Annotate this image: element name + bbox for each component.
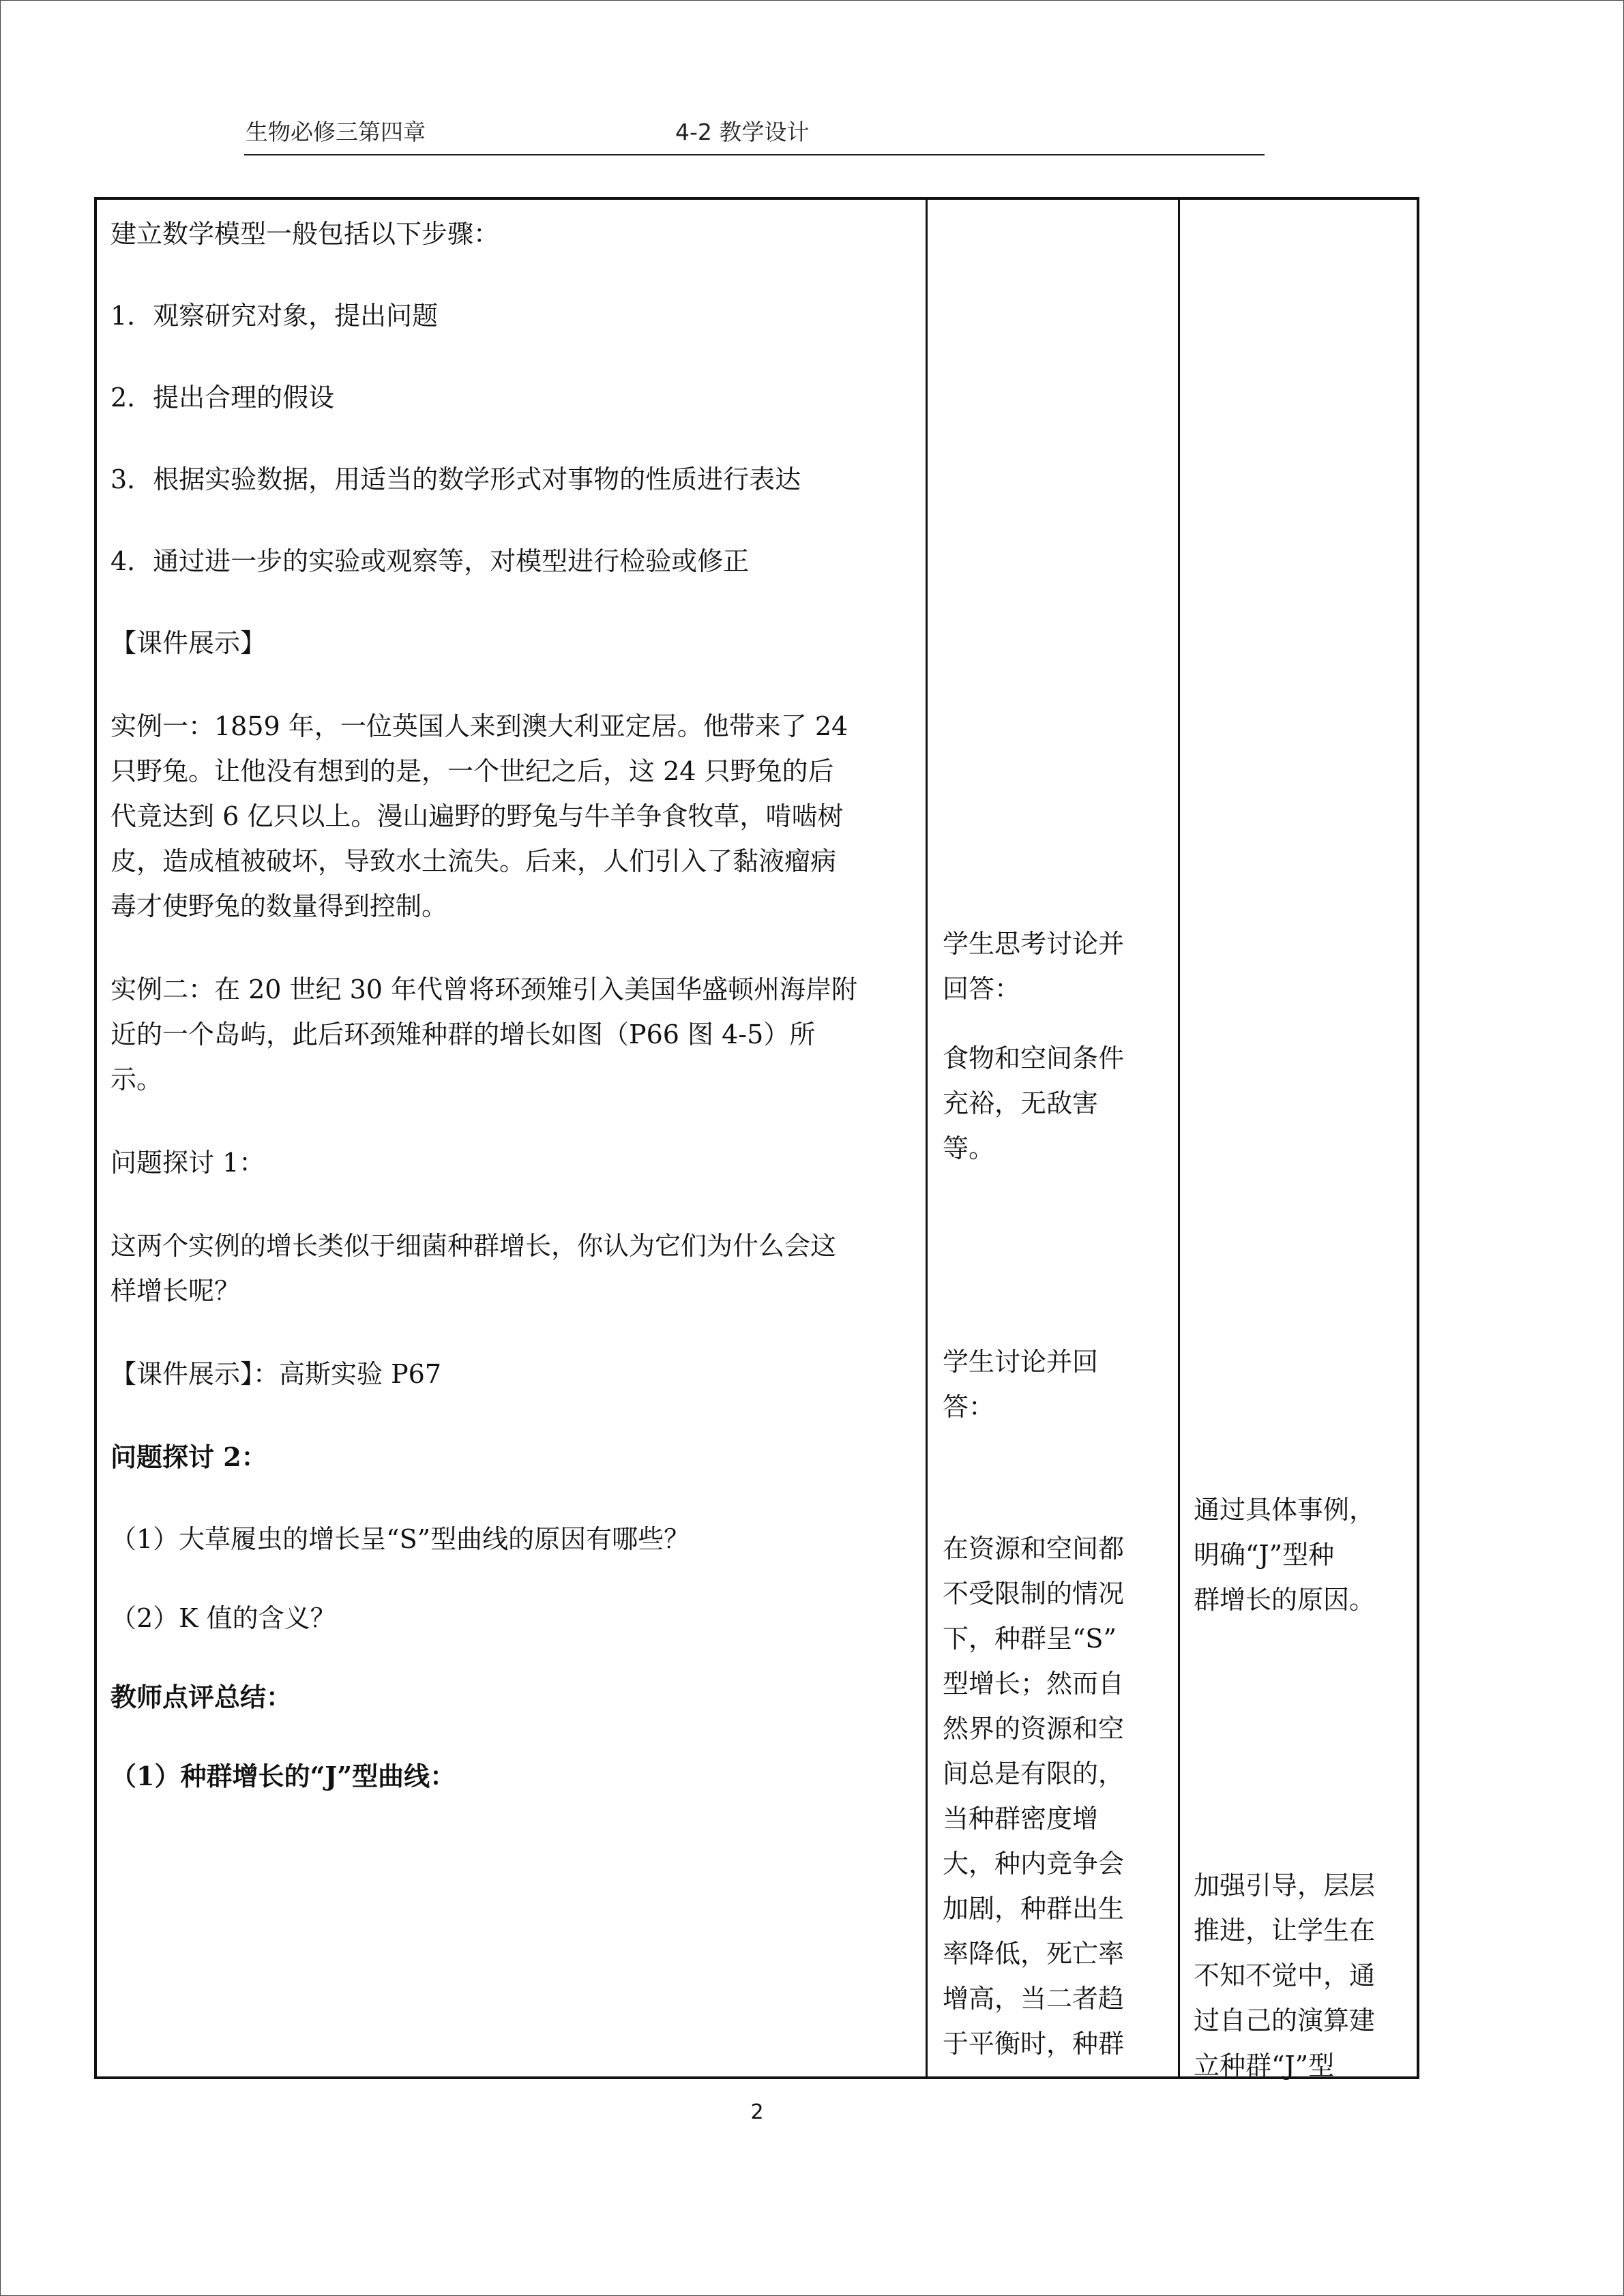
text-line: 食物和空间条件 — [943, 1043, 1125, 1073]
text-line: （2）K 值的含义？ — [110, 1603, 336, 1633]
text-line: 1．观察研究对象，提出问题 — [110, 301, 439, 331]
student-activity-block-2 — [943, 1036, 1147, 1171]
text-line: 通过具体事例， — [1194, 1495, 1376, 1525]
text-line: 加剧，种群出生 — [943, 1894, 1125, 1924]
text-line: 答： — [943, 1392, 995, 1422]
design-intent-block-1 — [1194, 1487, 1405, 1622]
text-line: 示。 — [110, 1064, 163, 1094]
text-line: 学生思考讨论并 — [943, 929, 1125, 959]
text-line: 然界的资源和空 — [943, 1714, 1125, 1744]
text-line: 加强引导，层层 — [1194, 1870, 1376, 1900]
text-line: 【课件展示】 — [110, 628, 267, 658]
text-line: 等。 — [943, 1133, 995, 1163]
column-divider-2 — [1178, 197, 1180, 2079]
text-line: （1）大草履虫的增长呈“S”型曲线的原因有哪些？ — [110, 1524, 690, 1554]
text-line: 于平衡时，种群 — [943, 2029, 1125, 2059]
text-line: 大，种内竞争会 — [943, 1849, 1125, 1879]
text-line: 问题探讨 1： — [110, 1148, 265, 1178]
text-line: 群增长的原因。 — [1194, 1585, 1376, 1615]
text-line: 2．提出合理的假设 — [110, 383, 335, 413]
text-line: （1）种群增长的“J”型曲线： — [110, 1761, 456, 1791]
text-line: 在资源和空间都 — [943, 1534, 1125, 1564]
text-line: 不知不觉中，通 — [1194, 1960, 1376, 1991]
student-activity-block-1 — [943, 921, 1147, 1011]
text-line: 不受限制的情况 — [943, 1579, 1125, 1609]
student-activity-block-3 — [943, 1339, 1147, 1429]
text-line: 毒才使野兔的数量得到控制。 — [110, 891, 448, 921]
text-line: 充裕，无敌害 — [943, 1088, 1099, 1118]
text-line: 问题探讨 2： — [110, 1442, 267, 1472]
text-line: 教师点评总结： — [110, 1682, 293, 1712]
text-line: 回答： — [943, 974, 1021, 1004]
text-line: 建立数学模型一般包括以下步骤： — [110, 219, 500, 249]
text-line: 推进，让学生在 — [1194, 1915, 1376, 1945]
text-line: 3．根据实验数据，用适当的数学形式对事物的性质进行表达 — [110, 464, 801, 494]
text-line: 立种群“J”型 — [1194, 2051, 1335, 2081]
text-line: 间总是有限的， — [943, 1759, 1125, 1789]
text-line: 率降低，死亡率 — [943, 1939, 1125, 1969]
text-line: 皮，造成植被破坏，导致水土流失。后来，人们引入了黏液瘤病 — [110, 846, 837, 876]
text-line: 学生讨论并回 — [943, 1347, 1099, 1377]
text-line: 4．通过进一步的实验或观察等，对模型进行检验或修正 — [110, 546, 750, 576]
text-line: 明确“J”型种 — [1194, 1540, 1335, 1570]
text-line: 这两个实例的增长类似于细菌种群增长，你认为它们为什么会这 — [110, 1231, 837, 1261]
text-line: 当种群密度增 — [943, 1804, 1099, 1834]
text-line: 过自己的演算建 — [1194, 2006, 1376, 2036]
text-line: 实例一：1859 年，一位英国人来到澳大利亚定居。他带来了 24 — [110, 711, 848, 741]
text-line: 只野兔。让他没有想到的是，一个世纪之后，这 24 只野兔的后 — [110, 756, 834, 786]
design-intent-block-2 — [1194, 1863, 1405, 2088]
text-line: 代竟达到 6 亿只以上。漫山遍野的野兔与牛羊争食牧草，啃啮树 — [110, 801, 844, 831]
text-line: 实例二：在 20 世纪 30 年代曾将环颈雉引入美国华盛顿州海岸附 — [110, 974, 858, 1004]
text-line: 型增长；然而自 — [943, 1669, 1125, 1699]
text-line: 近的一个岛屿，此后环颈雉种群的增长如图（P66 图 4-5）所 — [110, 1019, 816, 1049]
student-activity-block-4 — [943, 1526, 1147, 2066]
header-rule — [244, 154, 1265, 155]
column-divider-1 — [926, 197, 928, 2079]
page-number: 2 — [750, 2100, 764, 2124]
text-line: 下，种群呈“S” — [943, 1624, 1117, 1654]
header-course: 生物必修三第四章 — [246, 119, 426, 145]
text-line: 【课件展示】：高斯实验 P67 — [110, 1359, 442, 1389]
text-line: 样增长呢？ — [110, 1276, 241, 1306]
header-doc-title: 4-2 教学设计 — [675, 119, 810, 145]
text-line: 增高，当二者趋 — [943, 1984, 1125, 2014]
